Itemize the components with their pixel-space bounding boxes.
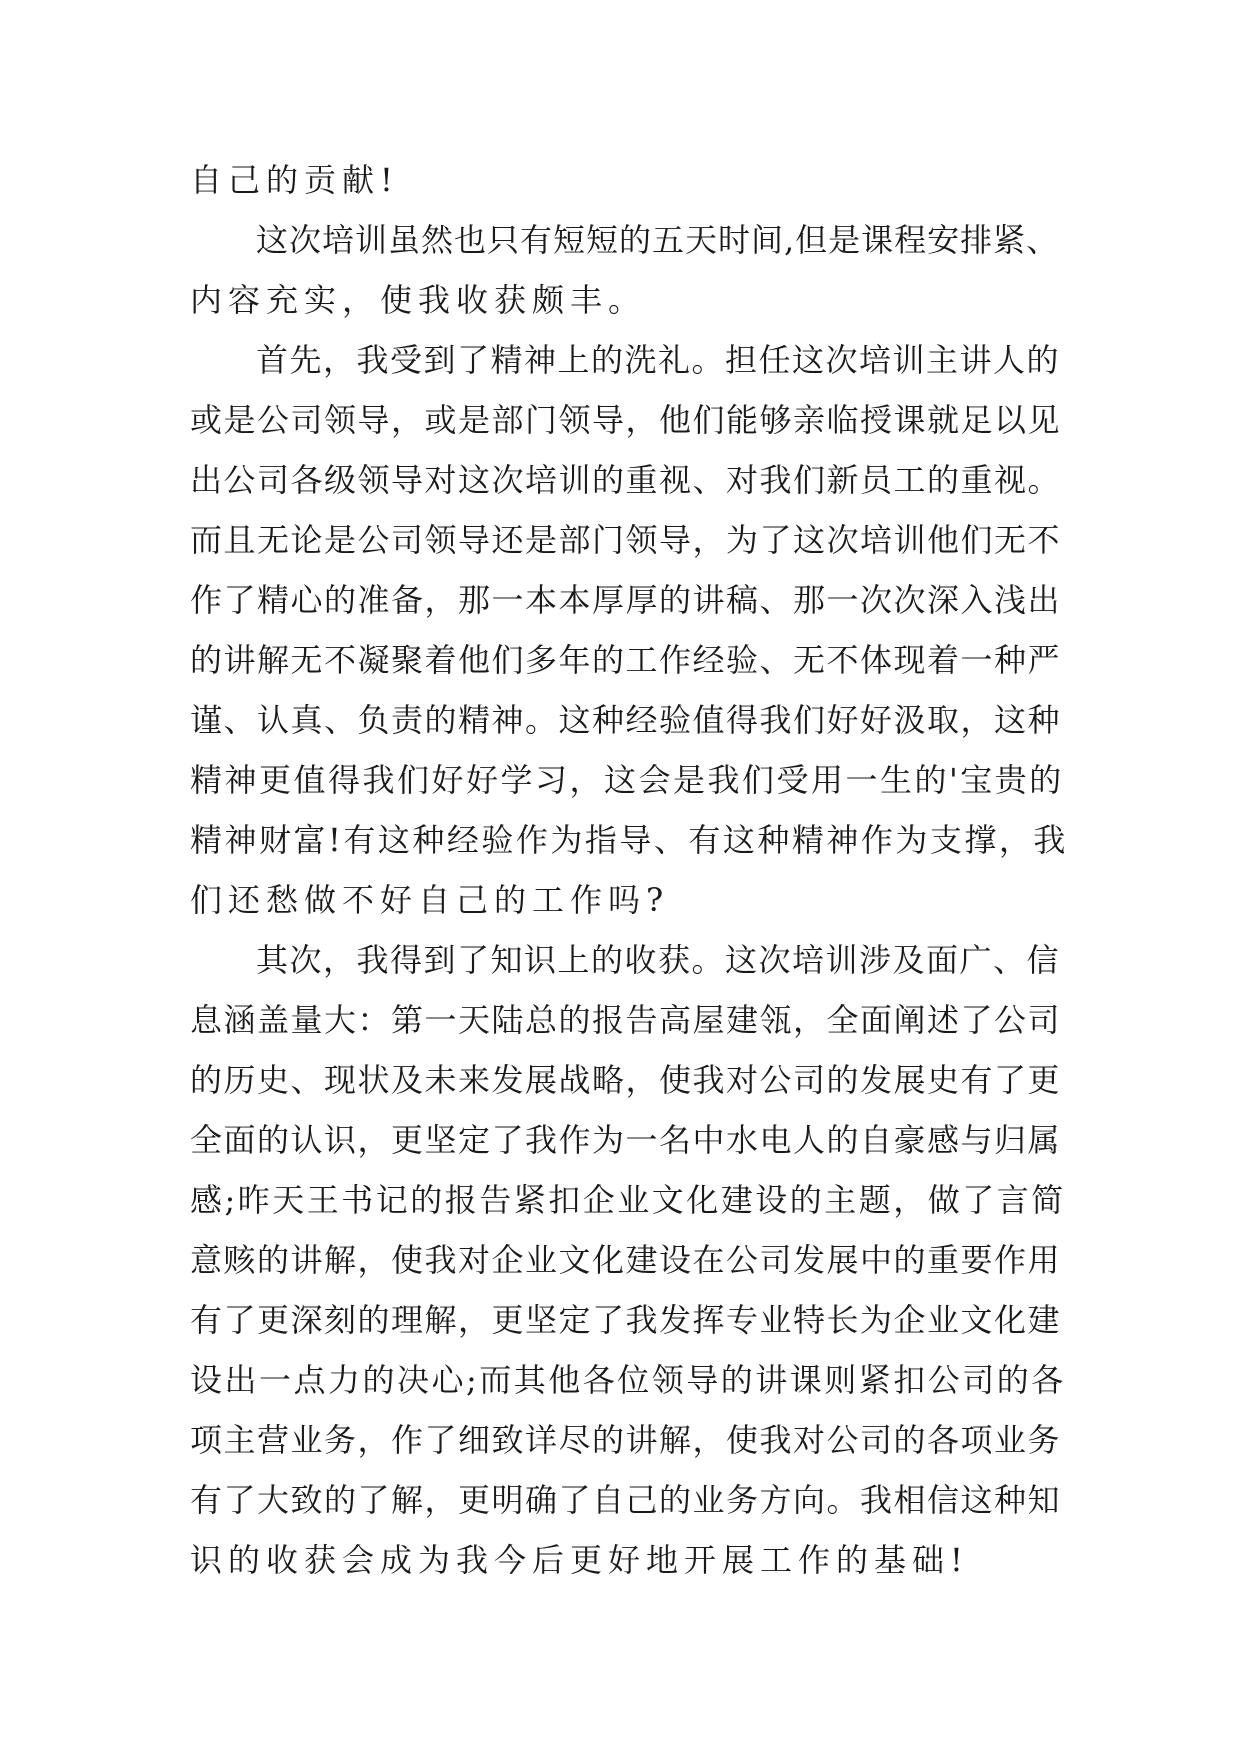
text-line: 项主营业务，作了细致详尽的讲解，使我对公司的各项业务 (190, 1421, 1062, 1459)
text-line: 精神财富!有这种经验作为指导、有这种精神作为支撑，我 (190, 821, 1068, 859)
body-text (190, 150, 1070, 1590)
text-line: 的讲解无不凝聚着他们多年的工作经验、无不体现着一种严 (190, 641, 1062, 679)
text-line: 而且无论是公司领导还是部门领导，为了这次培训他们无不 (190, 521, 1062, 559)
text-line: 这次培训虽然也只有短短的五天时间,但是课程安排紧、 (256, 221, 1060, 259)
text-line: 有了更深刻的理解，更坚定了我发挥专业特长为企业文化建 (190, 1301, 1062, 1339)
text-line: 出公司各级领导对这次培训的重视、对我们新员工的重视。 (190, 461, 1062, 499)
text-line: 全面的认识，更坚定了我作为一名中水电人的自豪感与归属 (190, 1121, 1062, 1159)
text-line: 谨、认真、负责的精神。这种经验值得我们好好汲取，这种 (190, 701, 1062, 739)
text-line: 自己的贡献! (190, 161, 399, 199)
text-line: 或是公司领导，或是部门领导，他们能够亲临授课就足以见 (190, 401, 1062, 439)
text-line: 内容充实，使我收获颇丰。 (190, 281, 647, 319)
text-line: 感;昨天王书记的报告紧扣企业文化建设的主题，做了言简 (190, 1181, 1066, 1219)
text-line: 意赅的讲解，使我对企业文化建设在公司发展中的重要作用 (190, 1241, 1062, 1279)
text-line: 首先，我受到了精神上的洗礼。担任这次培训主讲人的 (256, 341, 1061, 379)
text-line: 们还愁做不好自己的工作吗? (190, 881, 670, 919)
text-line: 的历史、现状及未来发展战略，使我对公司的发展史有了更 (190, 1061, 1062, 1099)
text-line: 有了大致的了解，更明确了自己的业务方向。我相信这种知 (190, 1481, 1062, 1519)
text-line: 设出一点力的决心;而其他各位领导的讲课则紧扣公司的各 (190, 1361, 1066, 1399)
text-line: 识的收获会成为我今后更好地开展工作的基础! (190, 1541, 969, 1579)
text-line: 精神更值得我们好好学习，这会是我们受用一生的'宝贵的 (190, 761, 1064, 799)
text-line: 息涵盖量大：第一天陆总的报告高屋建瓴，全面阐述了公司 (190, 1001, 1062, 1039)
text-line: 其次，我得到了知识上的收获。这次培训涉及面广、信 (256, 941, 1061, 979)
text-line: 作了精心的准备，那一本本厚厚的讲稿、那一次次深入浅出 (190, 581, 1062, 619)
